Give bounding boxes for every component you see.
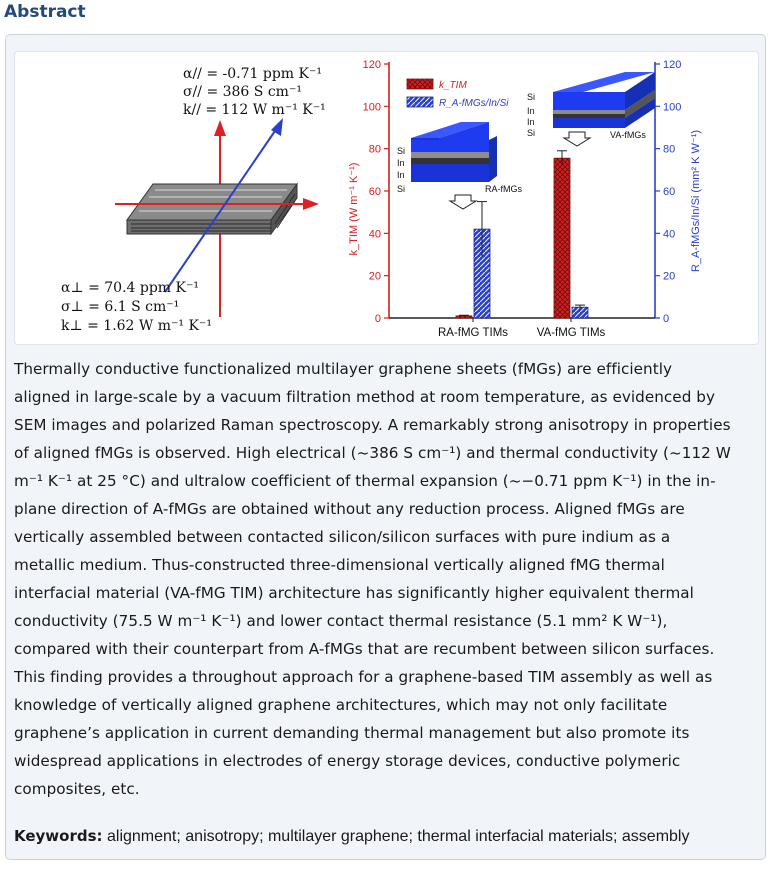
ra-layer-in-bottom: In	[397, 170, 405, 180]
category-label: RA-fMG TIMs	[437, 327, 509, 339]
legend-label-resistance: R_A-fMGs/In/Si	[439, 98, 509, 109]
left-tick-label: 100	[362, 101, 381, 114]
prop-parallel-k: k// = 112 W m⁻¹ K⁻¹	[183, 102, 326, 118]
right-tick-label: 60	[663, 186, 676, 198]
right-tick-label: 0	[663, 313, 670, 325]
ra-layer-in-top: In	[397, 158, 405, 168]
abstract-line: compared with their counterpart from A-fMGs that are recumbent between silicon surfaces.	[14, 640, 715, 658]
va-stack-illustration	[553, 72, 655, 128]
abstract-line: interfacial material (VA-fMG TIM) architecture has significantly higher equivalent thermal	[14, 584, 694, 602]
arrow-right-icon	[303, 198, 319, 210]
abstract-line: widespread applications in electrodes of energy storage devices, conductive polymeric	[14, 752, 681, 770]
prop-perp-sigma: σ⊥ = 6.1 S cm⁻¹	[61, 299, 180, 315]
va-stack-label: VA-fMGs	[610, 130, 646, 140]
right-tick-label: 80	[663, 143, 676, 156]
left-tick-label: 60	[368, 186, 381, 198]
abstract-line: This finding provides a throughout approach for a graphene-based TIM assembly as well as	[14, 668, 713, 686]
abstract-line: conductivity (75.5 W m⁻¹ K⁻¹) and lower contact thermal resistance (5.1 mm² K W⁻¹),	[14, 612, 668, 630]
right-tick-label: 100	[663, 101, 682, 114]
ra-layer-si-bottom: Si	[397, 184, 406, 194]
abstract-line: knowledge of vertically aligned graphene architectures, which may not only facilitate	[14, 696, 668, 714]
left-tick-label: 120	[362, 59, 381, 71]
va-layer-in-top: In	[527, 106, 535, 116]
abstract-line: graphene’s application in current demanding thermal management but also promote its	[14, 724, 690, 742]
ra-layer-si-top: Si	[397, 146, 406, 156]
prop-perp-alpha: α⊥ = 70.4 ppm K⁻¹	[61, 280, 199, 296]
left-axis-title: k_TIM (W m⁻¹ K⁻¹)	[348, 162, 360, 256]
va-down-arrow-icon	[564, 132, 590, 146]
left-tick-label: 20	[368, 270, 381, 283]
right-tick-label: 120	[663, 59, 682, 71]
abstract-line: SEM images and polarized Raman spectroscopy. A remarkably strong anisotropy in properties	[14, 416, 731, 434]
left-tick-label: 0	[374, 313, 381, 325]
left-axis	[348, 59, 389, 325]
keywords-label: Keywords:	[14, 827, 103, 845]
bar-ktim	[554, 158, 570, 318]
graphical-abstract[interactable]	[14, 51, 759, 345]
va-layer-si-bottom: Si	[527, 128, 536, 138]
prop-parallel-alpha: α// = -0.71 ppm K⁻¹	[183, 66, 322, 82]
abstract-line: aligned in large-scale by a vacuum filtration method at room temperature, as evidenced by	[14, 388, 715, 406]
prop-parallel-sigma: σ// = 386 S cm⁻¹	[183, 84, 302, 100]
abstract-text	[14, 355, 764, 803]
abstract-line: m⁻¹ K⁻¹ at 25 °C) and ultralow coefficient of thermal expansion (~−0.71 ppm K⁻¹) in the in-	[14, 472, 716, 490]
abstract-line: metallic medium. Thus-constructed three-dimensional vertically aligned fMG thermal	[14, 556, 665, 574]
ra-stack-label: RA-fMGs	[485, 184, 522, 194]
legend-swatch-ktim	[407, 79, 433, 89]
left-tick-label: 80	[368, 143, 381, 156]
abstract-line: vertically assembled between contacted silicon/silicon surfaces with pure indium as a	[14, 528, 671, 546]
abstract-line: of aligned fMGs is observed. High electrical (~386 S cm⁻¹) and thermal conductivity (~112 W	[14, 444, 731, 462]
va-layer-in-bottom: In	[527, 117, 535, 127]
legend-swatch-resistance	[407, 97, 433, 107]
keywords-list: alignment; anisotropy; multilayer graphene; thermal interfacial materials; assembly	[107, 828, 690, 845]
right-tick-label: 20	[663, 270, 676, 283]
va-layer-si-top: Si	[527, 92, 536, 102]
ra-stack-illustration	[411, 122, 497, 182]
keywords	[14, 827, 764, 846]
category-label: VA-fMG TIMs	[536, 327, 606, 339]
right-axis-title: R_A-fMGs/In/Si (mm² K W⁻¹)	[690, 129, 702, 273]
prop-perp-k: k⊥ = 1.62 W m⁻¹ K⁻¹	[61, 318, 212, 334]
abstract-line: composites, etc.	[14, 780, 140, 798]
right-tick-label: 40	[663, 228, 676, 241]
right-axis	[655, 59, 702, 325]
arrow-up-icon	[214, 120, 226, 136]
ra-down-arrow-icon	[450, 195, 476, 209]
abstract-heading: Abstract	[4, 2, 86, 22]
left-tick-label: 40	[368, 228, 381, 241]
abstract-line: plane direction of A-fMGs are obtained without any reduction process. Aligned fMGs are	[14, 500, 685, 518]
abstract-line: Thermally conductive functionalized multilayer graphene sheets (fMGs) are efficiently	[14, 360, 673, 378]
legend-label-ktim: k_TIM	[439, 80, 467, 91]
